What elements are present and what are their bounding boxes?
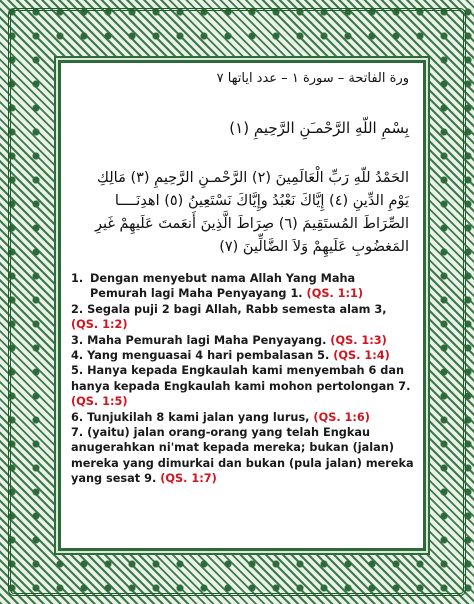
arabic-verses <box>71 167 409 259</box>
translation-text: 3. Maha Pemurah lagi Maha Penyayang. <box>71 333 327 347</box>
verse-reference: (QS. 1:6) <box>313 410 370 424</box>
surah-heading: ورة الفاتحة – سورة ١ – عدد اياتها ٧ <box>216 71 409 86</box>
basmala: بِسْمِ اللّهِ الرَّحْمـَنِ الرَّحِيمِ (١) <box>229 119 409 137</box>
translation-item-5 <box>71 363 416 409</box>
translation-text: 6. Tunjukilah 8 kami jalan yang lurus, <box>71 410 310 424</box>
verse-reference: (QS. 1:5) <box>71 395 128 409</box>
arabic-verse-line: يَوْمِ الدِّينِ (٤) إِيَّاكَ نَعْبُدُ وإِيَّاكَ نَسْتَعِينُ (٥) اهدِنَــــا <box>114 193 409 209</box>
item-number: 1. <box>71 272 84 285</box>
verse-reference: (QS. 1:4) <box>333 349 390 363</box>
translation-item-3 <box>71 333 416 348</box>
translation-item-4 <box>71 348 416 363</box>
translation-item-2 <box>71 302 416 333</box>
translation-list <box>71 271 416 487</box>
translation-item-1 <box>71 271 416 302</box>
content-panel <box>58 60 426 551</box>
verse-reference: (QS. 1:2) <box>71 318 128 332</box>
translation-item-7 <box>71 425 416 487</box>
translation-text: 5. Hanya kepada Engkaulah kami menyembah 6 dan hanya kepada Engkaulah kami mohon pertolongan 7. <box>71 364 411 393</box>
translation-text: Dengan menyebut nama Allah Yang Maha Pemurah lagi Maha Penyayang 1. <box>90 272 356 301</box>
verse-reference: (QS. 1:3) <box>330 333 387 347</box>
verse-reference: (QS. 1:7) <box>160 472 217 486</box>
translation-text: 4. Yang menguasai 4 hari pembalasan 5. <box>71 349 330 363</box>
arabic-verse-line: الحَمْدُ للّهِ رَبِّ الْعَالَمِينَ (٢) الرَّحْمـنِ الرَّحِيمِ (٣) مَالِكِ <box>97 170 409 186</box>
translation-item-6 <box>71 410 416 425</box>
verse-reference: (QS. 1:1) <box>306 287 364 301</box>
translation-text: 7. (yaitu) jalan orang-orang yang telah Engkau anugerahkan ni'mat kepada mereka; bukan (jalan) mereka yang dimurkai dan bukan (pula jalan) mereka yang sesat 9. <box>71 426 414 486</box>
arabic-verse-line: الصِّرَاطَ المُستَقِيمَ (٦) صِرَاطَ الَّذِينَ أَنعَمتَ عَلَيهِمْ غَيرِ <box>94 216 409 232</box>
arabic-verse-line: المَغضُوبِ عَلَيهِمْ وَلاَ الضَّالِّينَ (٧) <box>219 239 409 255</box>
translation-text: 2. Segala puji 2 bagi Allah, Rabb semesta alam 3, <box>71 302 387 316</box>
